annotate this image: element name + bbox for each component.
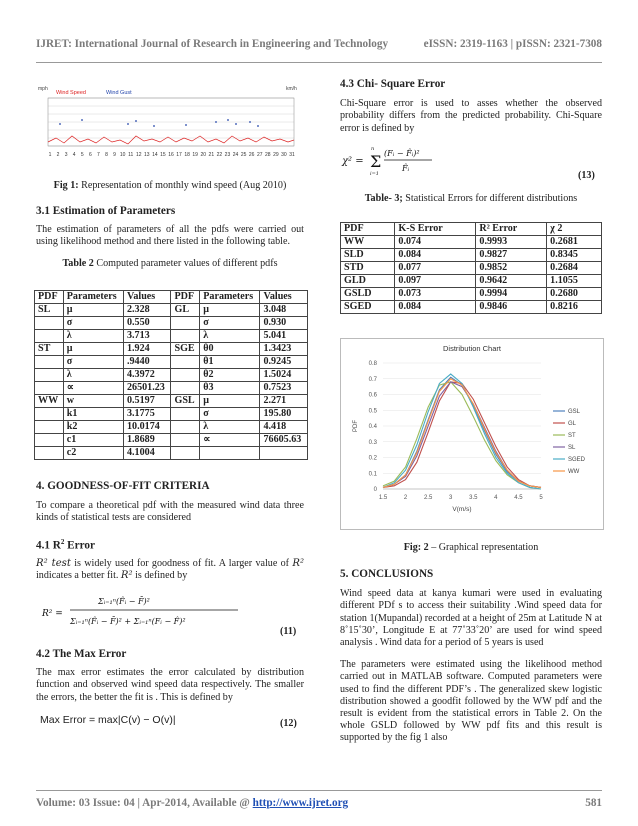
table-cell: 2.271 [260, 395, 308, 408]
table-cell: 0.550 [123, 317, 170, 330]
table-cell: SLD [341, 249, 395, 262]
table-cell: SGED [341, 301, 395, 314]
day-label: 12 [135, 152, 142, 158]
table-cell: 76605.63 [260, 434, 308, 447]
column-header: Parameters [200, 291, 260, 304]
svg-text:χ² =: χ² = [342, 156, 364, 167]
day-label: 18 [184, 152, 190, 158]
table-cell [171, 330, 200, 343]
column-header: Values [260, 291, 308, 304]
table-cell [35, 421, 64, 434]
svg-text:n: n [371, 146, 375, 152]
footer-rule [36, 790, 602, 791]
day-label: 1 [48, 152, 52, 158]
table-cell [171, 434, 200, 447]
day-label: 23 [224, 152, 231, 158]
table-cell: 0.8216 [547, 301, 602, 314]
wind-speed-chart [36, 84, 304, 162]
day-label: 22 [216, 152, 223, 158]
day-label: 28 [265, 152, 271, 158]
legend-label: WW [568, 469, 580, 475]
table-row [35, 369, 308, 382]
table-cell: 0.2680 [547, 288, 602, 301]
svg-text:Σ: Σ [370, 152, 382, 171]
section-title: 4. GOODNESS-OF-FIT CRITERIA [36, 480, 210, 492]
eq13-number: (13) [578, 170, 595, 181]
table-cell: 0.074 [395, 236, 476, 249]
day-label: 20 [200, 152, 207, 158]
paragraph: Chi-Square error is used to asses whether the observed probability differs from the predicted probability. Chi-Square error is defined by [340, 98, 602, 134]
column-header: PDF [171, 291, 200, 304]
table-cell: 0.2681 [547, 236, 602, 249]
journal-link[interactable]: http://www.ijret.org [252, 797, 349, 809]
section-4-2 [36, 648, 304, 704]
table-cell [35, 382, 64, 395]
day-label: 19 [192, 152, 198, 158]
table-cell: 3.1775 [123, 408, 170, 421]
y-tick-label: 0.3 [368, 439, 377, 446]
table-cell: 0.097 [395, 275, 476, 288]
table-cell: GSL [171, 395, 200, 408]
table-row [341, 301, 602, 314]
legend-label: ST [568, 433, 576, 439]
equation-13 [340, 140, 460, 180]
table-cell: θ0 [200, 343, 260, 356]
table-cell: 0.9993 [476, 236, 547, 249]
table-cell: 1.924 [123, 343, 170, 356]
day-label: 21 [208, 152, 215, 158]
svg-text:Σᵢ₌₁ⁿ(F̂ᵢ − F̄)² + Σᵢ₌₁ⁿ(Fᵢ −: Σᵢ₌₁ⁿ(F̂ᵢ − F̄)² + Σᵢ₌₁ⁿ(Fᵢ − F̂)² [70, 617, 186, 626]
table-cell: 0.8345 [547, 249, 602, 262]
paragraph: The estimation of parameters of all the pdfs were carried out using likelihood method and there listed in the following table. [36, 224, 304, 248]
table-row [35, 395, 308, 408]
table-cell: 3.713 [123, 330, 170, 343]
table-cell: σ [200, 408, 260, 421]
header-rule [36, 62, 602, 63]
x-tick-label: 2.5 [423, 495, 433, 501]
table-row [35, 317, 308, 330]
table-cell: k1 [63, 408, 123, 421]
day-label: 3 [64, 152, 68, 158]
table2-caption: Table 2 Computed parameter values of different pdfs [62, 257, 278, 269]
day-label: 2 [56, 152, 60, 158]
table-cell: GSLD [341, 288, 395, 301]
table-row [35, 356, 308, 369]
fig1-caption: Fig 1: Representation of monthly wind speed (Aug 2010) [53, 180, 287, 191]
paragraph: R² test is widely used for goodness of fit. A larger value of R² indicates a better fit. R² is defined by [36, 557, 304, 582]
table-cell: 0.7523 [260, 382, 308, 395]
column-header: χ 2 [547, 223, 602, 236]
table-cell: 3.048 [260, 304, 308, 317]
table-cell [35, 434, 64, 447]
paragraph: To compare a theoretical pdf with the measured wind data three kinds of statistical tests are considered [36, 500, 304, 524]
column-header: R² Error [476, 223, 547, 236]
table-cell: 0.9994 [476, 288, 547, 301]
table-cell: k2 [63, 421, 123, 434]
y-tick-label: 0.8 [368, 361, 377, 367]
legend-wind-gust: Wind Gust [106, 90, 132, 96]
y-tick-label: 0.4 [368, 424, 377, 430]
table-cell: WW [35, 395, 64, 408]
table-cell: 0.077 [395, 262, 476, 275]
table-cell [35, 369, 64, 382]
x-tick-label: 3 [449, 495, 453, 501]
day-label: 15 [160, 152, 166, 158]
page-number: 581 [585, 797, 602, 809]
table-cell: 0.2684 [547, 262, 602, 275]
table-row [341, 249, 602, 262]
day-label: 5 [80, 152, 84, 158]
table-cell: 0.084 [395, 249, 476, 262]
right-unit: km/h [286, 86, 297, 92]
table-cell: 1.5024 [260, 369, 308, 382]
table-cell: λ [63, 330, 123, 343]
table-cell: 0.084 [395, 301, 476, 314]
section-title: 4.1 $R^2$ Error [36, 538, 95, 552]
day-label: 6 [88, 152, 92, 158]
table-cell: 0.9642 [476, 275, 547, 288]
table-cell: μ [63, 343, 123, 356]
table-cell [35, 330, 64, 343]
section-title: 3.1 Estimation of Parameters [36, 205, 176, 217]
table-cell [35, 356, 64, 369]
table-cell: 0.9852 [476, 262, 547, 275]
table-cell: SL [35, 304, 64, 317]
paragraph: Wind speed data at kanya kumari were used in evaluating different PDf s to access their suitability .Wind speed data for station 1(Mupandal) recorded at a height of 25m at Latitude N at 8˚15˚30’, Longitude E at 77˚33˚20’ are used for wind speed analysis . Wind data for a period of 5 years is used [340, 588, 602, 649]
section-3-1 [36, 205, 304, 270]
table-cell [200, 447, 260, 460]
table-cell: 10.0174 [123, 421, 170, 434]
table-cell: GL [171, 304, 200, 317]
table-cell: ST [35, 343, 64, 356]
fig2-caption: Fig: 2 – Graphical representation [403, 542, 539, 553]
table-cell: θ2 [200, 369, 260, 382]
table-cell: 4.418 [260, 421, 308, 434]
legend-wind-speed: Wind Speed [56, 90, 86, 96]
day-label: 29 [273, 152, 279, 158]
x-tick-label: 4.5 [514, 495, 523, 501]
section-4-1 [36, 536, 304, 582]
table-cell: θ1 [200, 356, 260, 369]
running-header [36, 38, 602, 50]
table-cell [171, 421, 200, 434]
table-cell [171, 317, 200, 330]
y-tick-label: 0.7 [368, 376, 377, 383]
table-row [341, 262, 602, 275]
x-tick-label: 1.5 [378, 495, 388, 501]
journal-name: IJRET: International Journal of Research in Engineering and Technology [36, 38, 389, 50]
paragraph: The max error estimates the error calculated by distribution function and observed wind speed data respectively. The smaller the errors, the better the fit is . This is defined by [36, 667, 304, 703]
y-tick-label: 0.1 [368, 471, 377, 478]
legend-label: SL [568, 445, 576, 451]
chart-title: Distribution Chart [443, 344, 501, 353]
table-row [341, 275, 602, 288]
running-footer [36, 797, 602, 809]
figure-1 [36, 84, 304, 162]
table-cell: σ [63, 317, 123, 330]
table-cell: μ [200, 304, 260, 317]
table3-caption: Table- 3; Statistical Errors for different distributions [364, 193, 578, 204]
table-cell: w [63, 395, 123, 408]
table-cell: WW [341, 236, 395, 249]
day-label: 7 [97, 152, 100, 158]
table-row [35, 421, 308, 434]
table-cell: ∝ [63, 382, 123, 395]
day-label: 9 [113, 152, 116, 158]
table-row [35, 343, 308, 356]
table-cell: λ [200, 330, 260, 343]
table-cell: θ3 [200, 382, 260, 395]
table-cell: 0.9827 [476, 249, 547, 262]
day-label: 30 [281, 152, 287, 158]
table-cell: μ [200, 395, 260, 408]
svg-text:i=1: i=1 [370, 171, 379, 177]
table-cell: 1.3423 [260, 343, 308, 356]
table-row [35, 408, 308, 421]
column-header: Parameters [63, 291, 123, 304]
table-cell: 0.9245 [260, 356, 308, 369]
equation-12: Max Error = max|C(v) − O(v)| [40, 714, 176, 726]
table-cell: 5.041 [260, 330, 308, 343]
table-cell: 1.1055 [547, 275, 602, 288]
x-tick-label: 2 [403, 495, 408, 501]
x-axis-label: V(m/s) [452, 506, 472, 513]
day-label: 8 [105, 152, 108, 158]
table-cell [171, 369, 200, 382]
eq11-number: (11) [280, 626, 297, 637]
day-label: 26 [248, 152, 255, 158]
table-2 [34, 290, 308, 460]
table-row [341, 288, 602, 301]
table-cell [171, 382, 200, 395]
y-tick-label: 0.2 [368, 455, 377, 462]
figure-2 [340, 338, 604, 530]
day-label: 17 [176, 152, 182, 158]
x-tick-label: 4 [494, 495, 498, 501]
svg-text:Σᵢ₌₁ⁿ(F̂ᵢ − F̄)²: Σᵢ₌₁ⁿ(F̂ᵢ − F̄)² [98, 597, 150, 606]
table-cell: 0.073 [395, 288, 476, 301]
table-cell: 0.9846 [476, 301, 547, 314]
day-label: 14 [152, 152, 158, 158]
day-label: 13 [144, 152, 150, 158]
y-axis-label: PDF [353, 420, 359, 432]
table-cell [35, 408, 64, 421]
table-cell [260, 447, 308, 460]
table-cell: 0.930 [260, 317, 308, 330]
section-title: 4.2 The Max Error [36, 648, 127, 660]
table-row [35, 382, 308, 395]
column-header: K-S Error [395, 223, 476, 236]
table-cell [35, 317, 64, 330]
y-tick-label: 0.5 [368, 408, 377, 415]
table-3 [340, 222, 602, 314]
svg-text:F̂ᵢ: F̂ᵢ [402, 164, 410, 173]
legend-label: GSL [568, 409, 581, 415]
table-cell [35, 447, 64, 460]
x-tick-label: 3.5 [469, 495, 478, 501]
svg-text:(Fᵢ − F̂ᵢ)²: (Fᵢ − F̂ᵢ)² [384, 149, 420, 158]
table-cell: c2 [63, 447, 123, 460]
table-cell: σ [200, 317, 260, 330]
table-cell: 0.5197 [123, 395, 170, 408]
day-label: 11 [128, 152, 134, 158]
section-4-3 [340, 78, 602, 135]
eq12-number: (12) [280, 718, 297, 729]
day-label: 10 [119, 152, 126, 158]
section-4 [36, 480, 304, 525]
legend-label: SGED [568, 457, 586, 463]
column-header: Values [123, 291, 170, 304]
table-cell: GLD [341, 275, 395, 288]
day-label: 4 [72, 152, 76, 158]
left-unit: mph [38, 86, 48, 92]
day-label: 31 [289, 152, 295, 158]
day-label: 24 [232, 152, 239, 158]
table-cell: 26501.23 [123, 382, 170, 395]
legend-label: GL [568, 421, 577, 427]
table-cell: 195.80 [260, 408, 308, 421]
table-cell: ∝ [200, 434, 260, 447]
table-cell: 1.8689 [123, 434, 170, 447]
issn: eISSN: 2319-1163 | pISSN: 2321-7308 [423, 38, 602, 50]
table-cell: STD [341, 262, 395, 275]
table-cell: λ [200, 421, 260, 434]
table-cell: λ [63, 369, 123, 382]
table-cell: c1 [63, 434, 123, 447]
table-row [35, 434, 308, 447]
y-tick-label: 0.6 [368, 392, 377, 399]
table-cell [171, 447, 200, 460]
table-row [341, 236, 602, 249]
x-tick-label: 5 [539, 495, 543, 501]
distribution-chart [341, 339, 603, 529]
section-title: 5. CONCLUSIONS [340, 568, 434, 580]
section-5 [340, 568, 602, 745]
table-cell: 2.328 [123, 304, 170, 317]
svg-text:R² =: R² = [42, 609, 63, 619]
table-cell: SGE [171, 343, 200, 356]
column-header: PDF [35, 291, 64, 304]
table-cell [171, 356, 200, 369]
footer-volume: Volume: 03 Issue: 04 | Apr-2014, Available @ http://www.ijret.org [36, 797, 349, 809]
day-label: 27 [256, 152, 263, 158]
day-label: 16 [168, 152, 174, 158]
table-row [35, 330, 308, 343]
table-cell: 4.3972 [123, 369, 170, 382]
y-tick-label: 0 [373, 487, 377, 493]
table-cell: σ [63, 356, 123, 369]
table-cell: μ [63, 304, 123, 317]
equation-11 [40, 590, 240, 634]
table-row [35, 304, 308, 317]
section-title: 4.3 Chi- Square Error [340, 78, 446, 90]
table-cell: .9440 [123, 356, 170, 369]
table-cell: 4.1004 [123, 447, 170, 460]
column-header: PDF [341, 223, 395, 236]
table-row [35, 447, 308, 460]
paragraph: The parameters were estimated using the likelihood method carried out in MATLAB software. Computed parameters were used to find the different PDF’s . The generalized skew logistic distribution showed a goodfit followed by the WW pdf and the result is evident from the statistical errors in Table 2. On the whole GSLD followed by WW pdf fits and this result is supported by the fig 1 also [340, 659, 602, 744]
table-cell [171, 408, 200, 421]
day-label: 25 [240, 152, 247, 158]
